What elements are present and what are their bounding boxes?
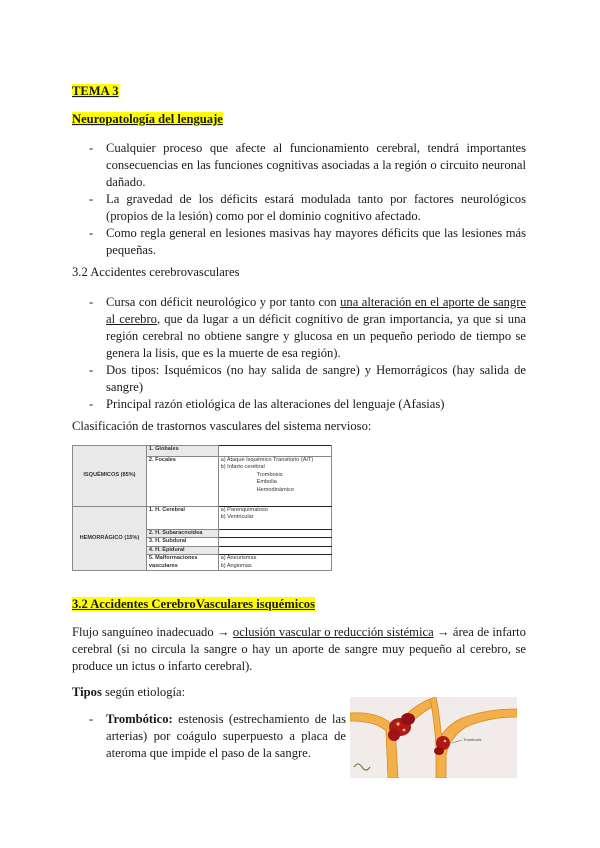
tipos-rest: según etiología: bbox=[101, 685, 186, 699]
clot-highlight-2 bbox=[403, 729, 406, 732]
section-bullet-list bbox=[72, 294, 526, 413]
flow-underline: oclusión vascular o reducción sistémica bbox=[232, 625, 434, 639]
h-cerebral-a: a) Parenquimatoso bbox=[220, 507, 268, 513]
tipos-bold: Tipos bbox=[72, 685, 102, 699]
malf-b: b) Angiomas bbox=[220, 562, 252, 569]
h-subdural-cell: 3. H. Subdural bbox=[146, 538, 218, 546]
tipos-line bbox=[72, 684, 185, 701]
thrombosis-figure bbox=[350, 697, 517, 778]
section-bullet-2: - Dos tipos: Isquémicos (no hay salida de sangre) y Hemorrágicos (hay salida de sangre) bbox=[72, 362, 526, 396]
classification-table bbox=[72, 445, 332, 571]
malformaciones-cell: 5. Malformaciones vasculares bbox=[146, 555, 218, 571]
ischemic-group-cell: ISQUÉMICOS (85%) bbox=[73, 446, 147, 507]
focales-cell: 2. Focales bbox=[146, 457, 218, 507]
figure-label: Trombosis bbox=[463, 737, 482, 742]
hemorrhagic-group-cell: HEMORRÁGICO (15%) bbox=[73, 507, 147, 571]
flow-text-b: → área de infarto cerebral (si no circula la sangre o hay un aporte de sangre muy pequeño al cerebro, se produce un ictus o infarto cerebral). bbox=[72, 625, 526, 673]
intro-bullet-3: - Como regla general en lesiones masivas hay mayores déficits que las lesiones más pequeñas. bbox=[72, 225, 526, 259]
section-bullet-1-text-b: , que da lugar a un déficit cognitivo de gran importancia, ya que si una región cerebral no obtiene sangre y glucosa en un pequeño periodo de tiempo se genera la lisis, que es la muerte de esa región). bbox=[106, 312, 526, 360]
flow-paragraph bbox=[72, 624, 526, 675]
h-cerebral-detail-cell bbox=[218, 507, 331, 530]
h-cerebral-cell: 1. H. Cerebral bbox=[146, 507, 218, 530]
h-subaracnoidea-detail-cell bbox=[218, 530, 331, 538]
focales-detail-cell bbox=[218, 457, 331, 507]
hemodinamico-item: Hemodinámico bbox=[256, 486, 294, 493]
section-bullet-1-text-a: Cursa con déficit neurológico y por tanto con bbox=[106, 295, 341, 309]
section-heading: 3.2 Accidentes cerebrovasculares bbox=[72, 265, 240, 279]
flow-text-a: Flujo sanguíneo inadecuado → bbox=[72, 625, 233, 639]
section2-heading: 3.2 Accidentes CerebroVasculares isquémicos bbox=[72, 597, 316, 611]
h-subaracnoidea-cell: 2. H. Subaracnoidea bbox=[146, 530, 218, 538]
label-leader bbox=[452, 740, 462, 743]
malf-a: a) Aneurismas bbox=[220, 555, 257, 562]
malformaciones-detail-cell bbox=[218, 555, 331, 571]
clot-highlight-3 bbox=[444, 740, 447, 743]
embolia-item: Embolia bbox=[256, 479, 277, 486]
corner-mark bbox=[354, 764, 370, 770]
trombosis-item: Trombosis bbox=[256, 471, 283, 478]
classification-caption: Clasificación de trastornos vasculares del sistema nervioso: bbox=[72, 419, 372, 433]
trombotico-bullet-list bbox=[72, 711, 346, 762]
section-bullet-1-underline: una alteración en el aporte de sangre al cerebro bbox=[106, 295, 526, 326]
clot-3 bbox=[388, 729, 400, 741]
h-epidural-detail-cell bbox=[218, 546, 331, 554]
section-bullet-1 bbox=[72, 294, 526, 362]
h-epidural-cell: 4. H. Epidural bbox=[146, 546, 218, 554]
clot-5 bbox=[434, 747, 444, 755]
focales-a: a) Ataque Isquémico Transitorio (AIT) bbox=[220, 457, 314, 464]
intro-bullet-1: - Cualquier proceso que afecte al funcionamiento cerebral, tendrá importantes consecuencias en las funciones cognitivas asociadas a la región o circuito neuronal dañado. bbox=[72, 140, 526, 191]
intro-bullet-2: - La gravedad de los déficits estará modulada tanto por factores neurológicos (propios de la lesión) como por el dominio cognitivo afectado. bbox=[72, 191, 526, 225]
globales-detail-cell bbox=[218, 446, 331, 457]
globales-cell: 1. Globales bbox=[146, 446, 218, 457]
trombotico-bullet bbox=[72, 711, 346, 762]
page-subtitle: Neuropatología del lenguaje bbox=[72, 112, 223, 126]
focales-b: b) Infarto cerebral bbox=[220, 464, 265, 471]
section-bullet-3: - Principal razón etiológica de las alteraciones del lenguaje (Afasias) bbox=[72, 396, 526, 413]
trombotico-bold: Trombótico: bbox=[106, 712, 173, 726]
page-title: TEMA 3 bbox=[72, 84, 119, 98]
thrombosis-illustration bbox=[350, 697, 517, 778]
h-subdural-detail-cell bbox=[218, 538, 331, 546]
trombotico-rest: estenosis (estrechamiento de las arterias) por coágulo superpuesto a placa de ateroma que impide el paso de la sangre. bbox=[106, 712, 346, 760]
h-cerebral-b: b) Ventricular bbox=[220, 514, 254, 521]
intro-bullet-list bbox=[72, 140, 526, 259]
clot-highlight-1 bbox=[396, 722, 399, 725]
clot-2 bbox=[401, 713, 415, 725]
